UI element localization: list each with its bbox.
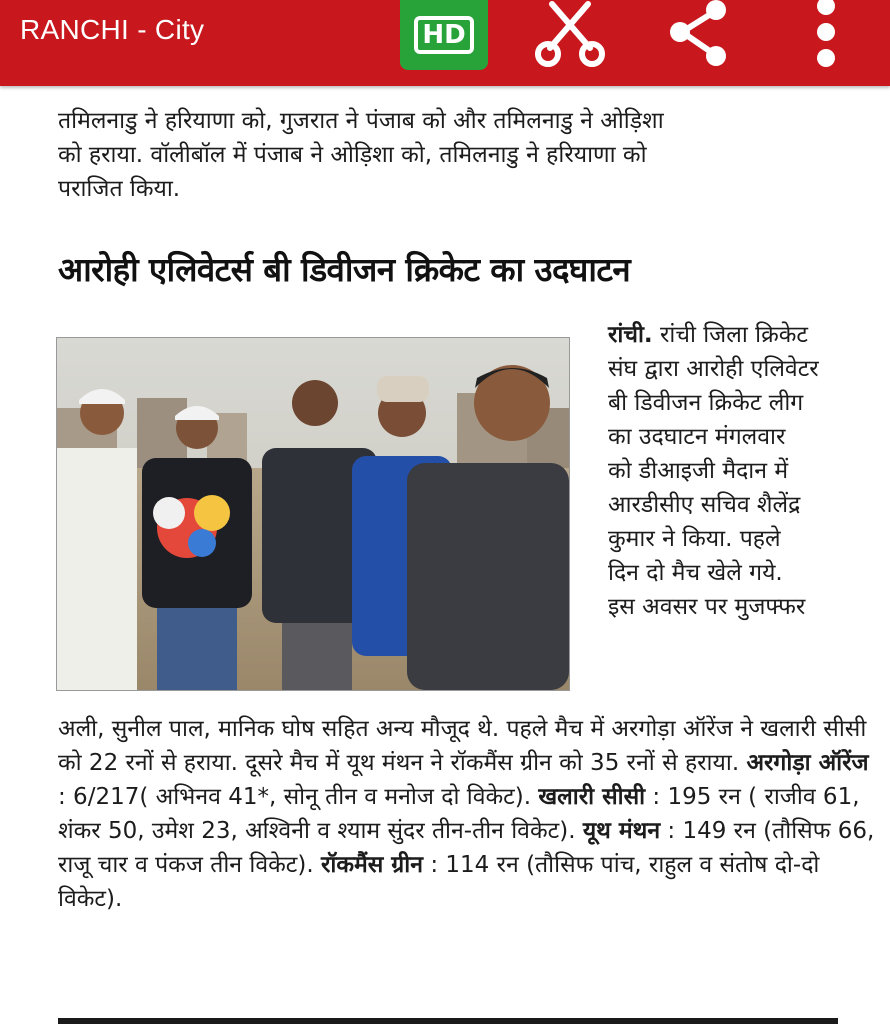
article-body	[58, 712, 883, 916]
text-line: बी डिवीजन क्रिकेट लीग	[608, 390, 804, 416]
article-side-column	[608, 318, 886, 624]
share-icon	[664, 0, 734, 70]
text-line: संघ द्वारा आरोही एलिवेटर	[608, 356, 819, 382]
article-photo	[56, 337, 570, 691]
text-line: इस अवसर पर मुजफ्फर	[608, 594, 806, 620]
text-line: दिन दो मैच खेले गये.	[608, 560, 783, 586]
text-line: कुमार ने किया. पहले	[608, 526, 781, 552]
clip-button[interactable]	[530, 0, 610, 70]
text-line: ग्रीन को 35 रनों से हराया.	[520, 750, 740, 776]
top-app-bar	[0, 0, 890, 86]
more-vertical-icon	[808, 0, 844, 70]
score-detail: : 6/217( अभिनव 41*, सोनू तीन व मनोज दो विकेट).	[58, 784, 532, 810]
score-team: रॉकमैंस ग्रीन	[320, 852, 424, 878]
text-line: तमिलनाडु ने हरियाणा को, गुजरात ने पंजाब को और तमिलनाडु ने ओड़िशा	[58, 108, 664, 134]
previous-article-text	[58, 104, 878, 206]
score-team: यूथ मंथन	[582, 818, 661, 844]
text-line: आरडीसीए सचिव शैलेंद्र	[608, 492, 801, 518]
score-detail: : 195 रन ( राजीव 61, शंकर 50, उमेश 23, अश्विनी व श्याम सुंदर तीन-तीन विकेट).	[58, 784, 860, 844]
score-detail: : 114 रन (तौसिफ पांच, राहुल व संतोष दो-दो विकेट).	[58, 852, 820, 912]
score-team: खलारी सीसी	[538, 784, 646, 810]
cricket-inauguration-photo	[57, 338, 569, 690]
hd-button[interactable]	[400, 0, 488, 70]
share-button[interactable]	[664, 0, 734, 70]
text-line: ऑरेंज ने खलारी सीसी को 22 रनों से हराया. दूसरे मैच में यूथ मंथन ने रॉकमैंस	[58, 716, 867, 776]
dateline: रांची.	[608, 322, 653, 348]
text-line: को डीआइजी मैदान में	[608, 458, 789, 484]
article-headline: आरोही एलिवेटर्स बी डिवीजन क्रिकेट का उदघाटन	[58, 250, 631, 289]
cropped-next-headline	[58, 1008, 878, 1024]
score-detail: : 149 रन (तौसिफ 66, राजू चार व पंकज तीन विकेट).	[58, 818, 875, 878]
text-line: को हराया. वॉलीबॉल में पंजाब ने ओड़िशा को, तमिलनाडु ने हरियाणा को	[58, 142, 647, 168]
text-line: पराजित किया.	[58, 176, 181, 202]
hd-label: HD	[414, 16, 473, 54]
text-line: अली, सुनील पाल, मानिक घोष सहित अन्य मौजूद थे. पहले मैच में अरगोड़ा	[58, 716, 676, 742]
score-team: अरगोड़ा ऑरेंज	[746, 750, 869, 776]
text-line: रांची. रांची जिला क्रिकेट	[608, 322, 808, 348]
more-options-button[interactable]	[808, 0, 844, 70]
page-title: RANCHI - City	[20, 14, 205, 45]
scissors-icon	[530, 0, 610, 70]
text-line: का उदघाटन मंगलवार	[608, 424, 786, 450]
